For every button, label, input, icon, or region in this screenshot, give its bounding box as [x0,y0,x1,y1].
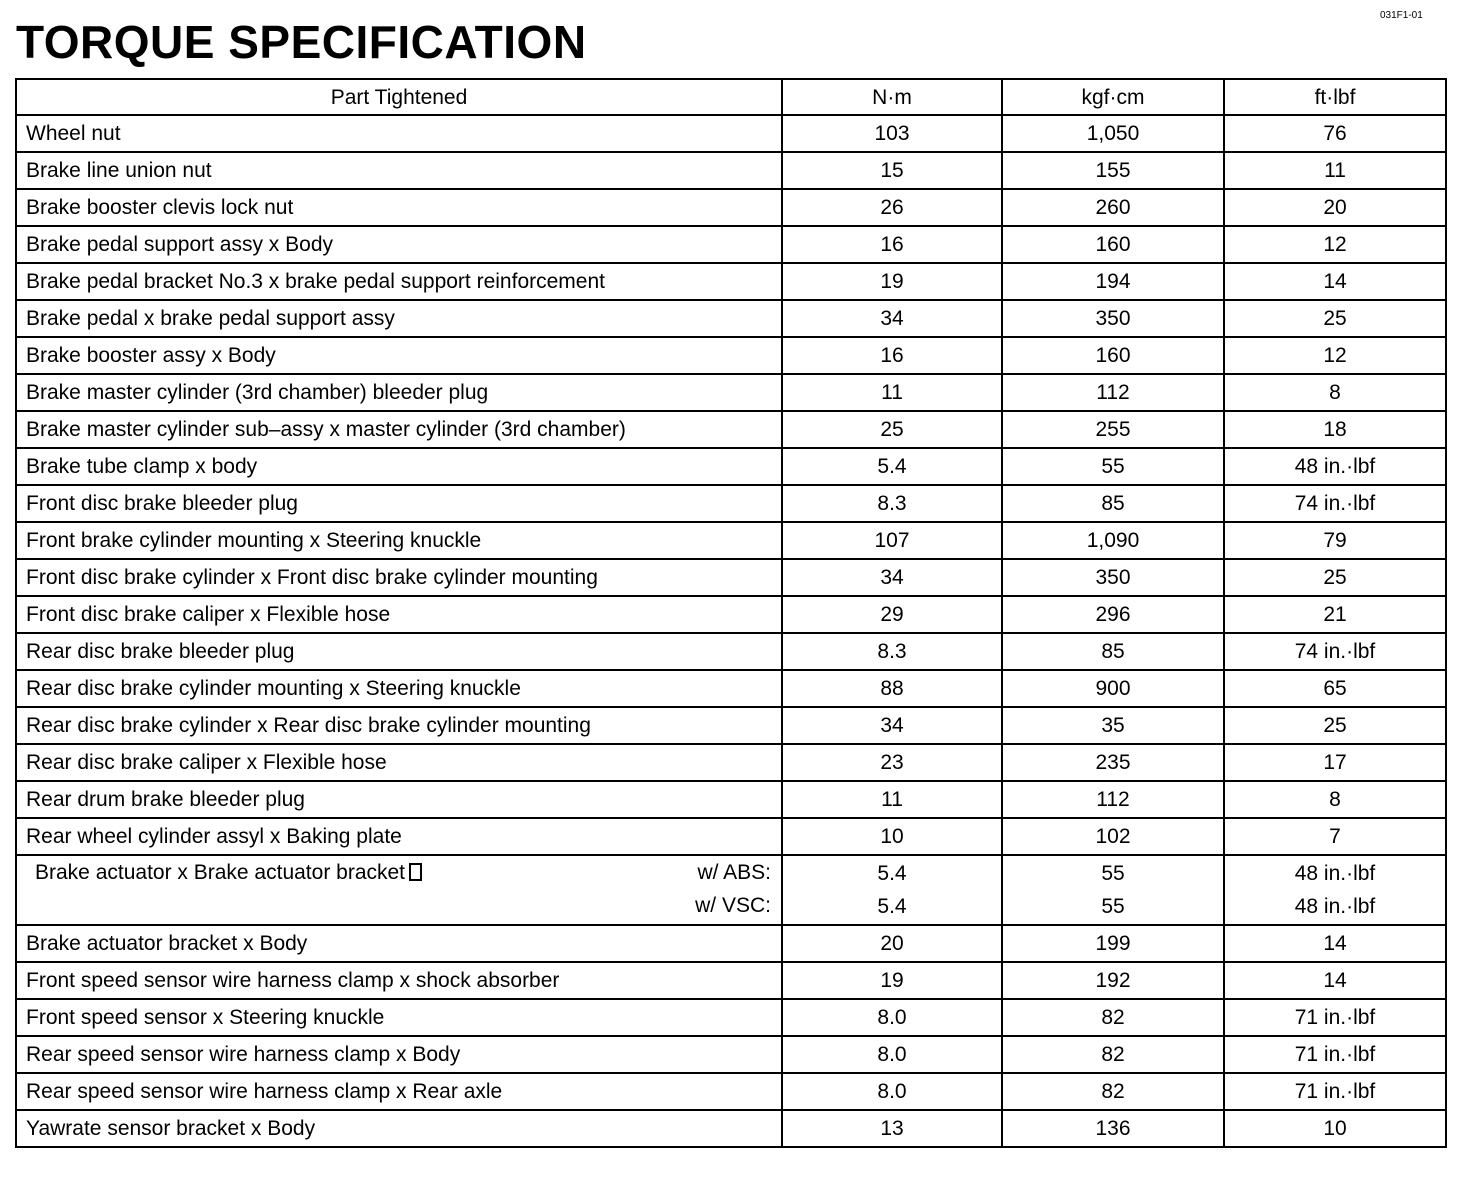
kgf-cell: 1,050 [1002,115,1224,152]
table-row [16,115,1446,152]
kgf-cell: 82 [1002,999,1224,1036]
ft-cell: 8 [1224,781,1446,818]
nm-cell: 34 [782,300,1002,337]
table-row [16,152,1446,189]
kgf-cell: 255 [1002,411,1224,448]
note-box-icon [409,863,422,881]
kgf-cell: 55 [1002,448,1224,485]
kgf-cell: 260 [1002,189,1224,226]
part-cell: Brake booster clevis lock nut [16,189,782,226]
page-title: TORQUE SPECIFICATION [16,16,587,68]
header-kgf: kgf·cm [1002,79,1224,115]
actuator-part-label: Brake actuator x Brake actuator bracket [35,862,422,883]
abs-ft: 48 in.·lbf [1294,862,1376,885]
document-code: 031F1-01 [1380,10,1423,21]
part-cell: Rear disc brake caliper x Flexible hose [16,744,782,781]
nm-cell: 29 [782,596,1002,633]
ft-cell: 71 in.·lbf [1224,1036,1446,1073]
kgf-cell: 235 [1002,744,1224,781]
table-row [16,559,1446,596]
nm-cell: 25 [782,411,1002,448]
ft-cell: 12 [1224,337,1446,374]
kgf-cell: 1,090 [1002,522,1224,559]
ft-cell: 14 [1224,263,1446,300]
kgf-cell: 82 [1002,1073,1224,1110]
header-ft: ft·lbf [1224,79,1446,115]
ft-cell: 12 [1224,226,1446,263]
ft-cell: 25 [1224,559,1446,596]
ft-cell: 71 in.·lbf [1224,999,1446,1036]
abs-kgf: 55 [1101,862,1125,885]
table-row [16,485,1446,522]
part-cell: Brake booster assy x Body [16,337,782,374]
kgf-cell: 199 [1002,925,1224,962]
ft-cell: 79 [1224,522,1446,559]
part-cell: Brake master cylinder sub–assy x master cylinder (3rd chamber) [16,411,782,448]
part-cell: Brake pedal bracket No.3 x brake pedal support reinforcement [16,263,782,300]
table-row [16,1073,1446,1110]
table-row [16,226,1446,263]
table-row [16,596,1446,633]
part-cell: Rear drum brake bleeder plug [16,781,782,818]
nm-cell: 16 [782,337,1002,374]
table-row [16,925,1446,962]
ft-cell: 8 [1224,374,1446,411]
nm-cell: 8.3 [782,485,1002,522]
part-cell: Front brake cylinder mounting x Steering knuckle [16,522,782,559]
nm-cell: 107 [782,522,1002,559]
kgf-cell: 82 [1002,1036,1224,1073]
nm-cell: 26 [782,189,1002,226]
table-row [16,263,1446,300]
part-cell: Brake master cylinder (3rd chamber) bleeder plug [16,374,782,411]
kgf-cell [1002,855,1224,925]
nm-cell: 19 [782,263,1002,300]
part-cell: Front speed sensor wire harness clamp x shock absorber [16,962,782,999]
ft-cell: 11 [1224,152,1446,189]
kgf-cell: 102 [1002,818,1224,855]
kgf-cell: 192 [1002,962,1224,999]
part-cell: Front disc brake cylinder x Front disc brake cylinder mounting [16,559,782,596]
part-cell: Rear disc brake cylinder x Rear disc brake cylinder mounting [16,707,782,744]
condition-vsc-label: w/ VSC: [695,894,771,917]
table-row [16,744,1446,781]
part-cell: Brake tube clamp x body [16,448,782,485]
ft-cell: 20 [1224,189,1446,226]
kgf-cell: 160 [1002,226,1224,263]
table-row [16,300,1446,337]
kgf-cell: 136 [1002,1110,1224,1147]
table-row [16,448,1446,485]
kgf-cell: 194 [1002,263,1224,300]
nm-cell: 23 [782,744,1002,781]
nm-cell: 34 [782,707,1002,744]
kgf-cell: 900 [1002,670,1224,707]
kgf-cell: 85 [1002,485,1224,522]
table-row [16,633,1446,670]
nm-cell: 13 [782,1110,1002,1147]
part-cell: Rear disc brake bleeder plug [16,633,782,670]
ft-cell: 71 in.·lbf [1224,1073,1446,1110]
nm-cell: 8.0 [782,1073,1002,1110]
kgf-cell: 296 [1002,596,1224,633]
ft-cell: 76 [1224,115,1446,152]
ft-cell: 25 [1224,707,1446,744]
part-cell: Rear wheel cylinder assyl x Baking plate [16,818,782,855]
table-row [16,670,1446,707]
nm-cell: 8.0 [782,999,1002,1036]
ft-cell: 14 [1224,925,1446,962]
table-row [16,522,1446,559]
ft-cell: 21 [1224,596,1446,633]
nm-cell: 88 [782,670,1002,707]
part-cell [16,855,782,925]
table-row [16,337,1446,374]
nm-cell: 103 [782,115,1002,152]
part-cell: Brake pedal support assy x Body [16,226,782,263]
kgf-cell: 35 [1002,707,1224,744]
part-cell: Front disc brake bleeder plug [16,485,782,522]
table-row [16,818,1446,855]
ft-cell: 74 in.·lbf [1224,485,1446,522]
part-cell: Yawrate sensor bracket x Body [16,1110,782,1147]
part-cell: Rear speed sensor wire harness clamp x Rear axle [16,1073,782,1110]
ft-cell: 48 in.·lbf [1224,448,1446,485]
ft-cell: 7 [1224,818,1446,855]
nm-cell: 8.0 [782,1036,1002,1073]
ft-cell: 65 [1224,670,1446,707]
nm-cell: 5.4 [782,448,1002,485]
abs-nm: 5.4 [877,862,907,885]
header-part: Part Tightened [16,79,782,115]
nm-cell: 11 [782,374,1002,411]
table-row [16,1036,1446,1073]
kgf-cell: 350 [1002,300,1224,337]
nm-cell: 11 [782,781,1002,818]
nm-cell: 16 [782,226,1002,263]
part-cell: Rear speed sensor wire harness clamp x Body [16,1036,782,1073]
part-cell: Brake pedal x brake pedal support assy [16,300,782,337]
torque-spec-table [15,78,1447,1148]
table-row [16,374,1446,411]
table-row [16,1110,1446,1147]
ft-cell: 18 [1224,411,1446,448]
part-cell: Brake line union nut [16,152,782,189]
part-cell: Brake actuator bracket x Body [16,925,782,962]
table-row [16,189,1446,226]
nm-cell: 20 [782,925,1002,962]
table-row [16,999,1446,1036]
kgf-cell: 160 [1002,337,1224,374]
header-nm: N·m [782,79,1002,115]
part-cell: Front disc brake caliper x Flexible hose [16,596,782,633]
ft-cell: 74 in.·lbf [1224,633,1446,670]
ft-cell: 14 [1224,962,1446,999]
vsc-nm: 5.4 [877,895,907,918]
ft-cell: 17 [1224,744,1446,781]
nm-cell: 8.3 [782,633,1002,670]
vsc-ft: 48 in.·lbf [1294,895,1376,918]
part-cell: Wheel nut [16,115,782,152]
nm-cell: 10 [782,818,1002,855]
table-header-row [16,79,1446,115]
ft-cell [1224,855,1446,925]
ft-cell: 25 [1224,300,1446,337]
vsc-kgf: 55 [1101,895,1125,918]
table-row [16,707,1446,744]
table-row [16,781,1446,818]
table-row [16,962,1446,999]
kgf-cell: 85 [1002,633,1224,670]
part-cell: Rear disc brake cylinder mounting x Steering knuckle [16,670,782,707]
kgf-cell: 112 [1002,374,1224,411]
part-cell: Front speed sensor x Steering knuckle [16,999,782,1036]
kgf-cell: 112 [1002,781,1224,818]
nm-cell [782,855,1002,925]
ft-cell: 10 [1224,1110,1446,1147]
nm-cell: 15 [782,152,1002,189]
kgf-cell: 350 [1002,559,1224,596]
table-row-actuator [16,855,1446,925]
nm-cell: 19 [782,962,1002,999]
table-row [16,411,1446,448]
kgf-cell: 155 [1002,152,1224,189]
nm-cell: 34 [782,559,1002,596]
condition-abs-label: w/ ABS: [697,861,771,884]
